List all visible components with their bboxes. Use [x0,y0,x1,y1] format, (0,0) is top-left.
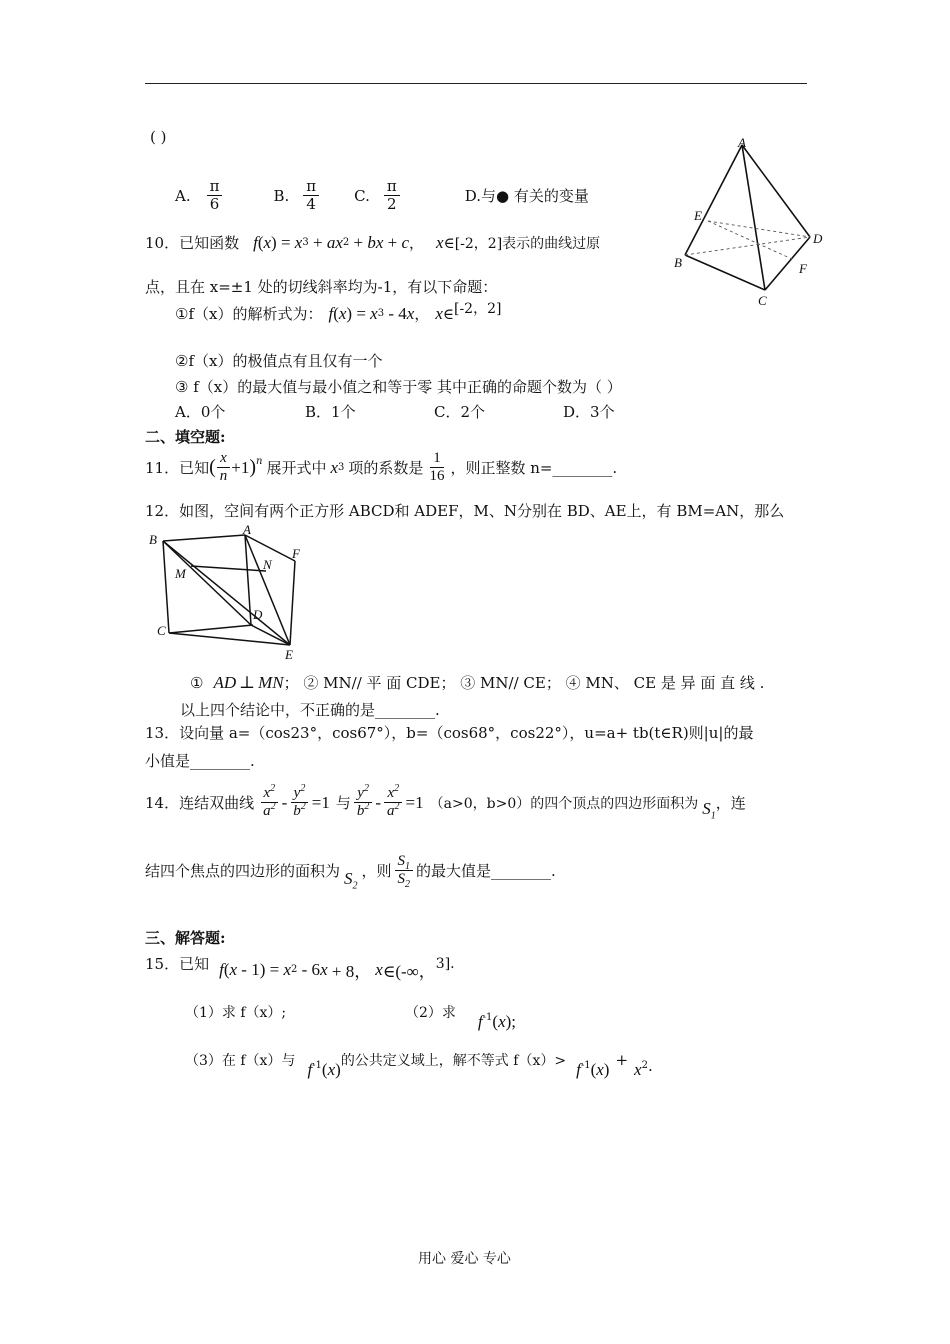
q10-line1: 10．已知函数 f ( x ) = x 3 + ax 2 + bx + c ， x ∈ [-2，2]表示的曲线过原 [145,232,601,252]
section-solution-title: 三、解答题: [145,929,226,947]
q9-option-c: C. [354,186,370,205]
q15-part3-intro: （3）在 f（x）与 [185,1053,296,1069]
q14-frac-y2-b2: $\frac{y^2}{b^2}$ [290,785,309,821]
q15-part3: （3）在 f（x）与 f $^{-1}$ ( x ) 的公共定义域上，解不等式 f（x）> f $^{-1}$ ( x ) + x $^2$ . [185,1051,653,1079]
fig1-label-b: B [674,255,682,270]
q10-function-expr: f [253,232,258,252]
q10-option-c: C．2个 [434,403,486,421]
q14-conditions: （a>0，b>0）的四个顶点的四边形面积为 [429,795,699,812]
fig1-label-e: E [694,208,702,223]
page-footer: 用心 爱心 专心 [418,1251,511,1267]
fig2-label-c: C [157,623,166,638]
edge-ac [742,145,765,290]
q15-part2-text: （2）求 [405,1005,456,1021]
fig1-label-c: C [758,293,767,308]
q14-frac-x2-a2: $\frac{x^2}{a^2}$ [260,785,279,821]
fig2-label-m: M [175,566,186,581]
q10-comma: ， [409,234,425,252]
q15-part3-mid: 的公共定义域上，解不等式 f（x）> [340,1053,567,1069]
q15-inverse-expr: f [477,1012,483,1031]
q13-line1: 13．设向量 a=（cos23°，cos67°），b=（cos68°，cos22°），u=a+ tb(t∈R)则|u|的最 [145,724,754,742]
q9-options [175,178,589,214]
q9-frac-c: $\frac{\pi}{2}$ [384,178,400,214]
q10-intro: 10．已知函数 [145,234,240,252]
q14-s1: $S_1$ [702,798,716,822]
q10-option-a: A．0个 [175,403,226,421]
q10-p1-expr: f [328,303,334,323]
q14-line2-tail: 的最大值是________. [416,862,556,881]
q15-line1: 15．已知 f ( x - 1) = x $^2$ - 6 x + 8， x ∈(-∞， 3]. [145,955,455,981]
fig1-label-a: A [738,135,746,150]
fig2-label-f: F [292,546,300,561]
section-fill-in-title: 二、填空题: [145,428,226,446]
fig2-label-b: B [149,532,157,547]
q11-mid2: 项的系数是 [348,459,424,478]
q11-intro: 11．已知 [145,459,210,478]
q11-tail: ，则正整数 n=________. [450,459,618,478]
q15-domain-tail: 3]. [435,955,455,972]
edge-bd-hidden [685,237,810,255]
q14-then: ，则 [361,862,392,881]
q14-line2-text: 结四个焦点的四边形的面积为 [145,862,341,881]
q12-question: 以上四个结论中，不正确的是________. [180,701,440,719]
fig2-label-d: D [253,607,263,622]
q14-ratio-frac: $\frac{S_1}{S_2}$ [395,853,414,889]
header-rule [145,83,807,84]
q9-option-a: A. [175,186,191,205]
q13-line2: 小值是________. [145,752,255,770]
q14-tail: ，连 [715,794,746,813]
q15-intro: 15．已知 [145,955,210,973]
q10-p1-domain: [-2，2] [453,300,502,317]
q11-frac-x-n: $\frac{x}{n}$ [217,450,231,486]
edge-bc [685,255,765,290]
q10-proposition-2: ②f（x）的极值点有且仅有一个 [175,352,383,370]
q14-s2: $S_2$ [344,868,358,892]
edge-ab [685,145,742,255]
q15-part3-plus: + [615,1051,629,1069]
q9-option-b: B. [273,186,290,205]
q15-part2: （2）求 f $^{-1}$ ( x ); [405,1002,516,1022]
fig2-label-a: A [243,523,251,537]
squares-figure [145,523,310,663]
q10-domain-text: [-2，2]表示的曲线过原 [454,235,601,252]
q10-proposition-3: ③ f（x）的最大值与最小值之和等于零 其中正确的命题个数为（ ） [175,378,622,396]
edge-ad [742,145,810,237]
q12-statement-1: AD [213,672,237,692]
fig2-label-n: N [263,557,272,572]
q10-line2: 点，且在 x=±1 处的切线斜率均为-1，有以下命题： [145,278,498,296]
q10-p1-text: ①f（x）的解析式为： [175,305,323,323]
q11-mid: 展开式中 [266,459,327,478]
q15-part1: （1）求 f（x）; [185,1005,287,1021]
q9-frac-a: $\frac{\pi}{6}$ [207,178,223,214]
q12-statements-text: ； ② MN// 平 面 CDE； ③ MN// CE； ④ MN、 CE 是 异 面 直 线 . [283,674,765,692]
q14-line1: 14．连结双曲线 $\frac{x^2}{a^2}$ - $\frac{y^2}{b^2}$ =1 与 $\frac{y^2}{b^2}$ - $\frac{x^2}{a^2}$ =1 （a>0，b>0）的四个顶点的四边形面积为 $S_1$ ，连 [145,783,746,822]
tetrahedron-figure [670,135,830,310]
fig1-label-d: D [813,231,823,246]
q14-frac-x2-a2-b: $\frac{x^2}{a^2}$ [384,785,403,821]
segment-ed-hidden [708,221,810,237]
q14-intro: 14．连结双曲线 [145,794,255,813]
q9-answer-paren: ( ) [150,128,167,146]
q14-and: 与 [335,794,351,813]
q10-option-d: D．3个 [563,403,615,421]
fig1-label-f: F [799,261,807,276]
fig2-label-e: E [285,647,293,662]
q9-frac-b: $\frac{\pi}{4}$ [303,178,319,214]
q9-option-d: D.与● 有关的变量 [464,187,589,206]
q10-domain-var: x [436,232,444,252]
q15-function-expr: f [219,959,224,979]
segment-ef-hidden [708,221,792,259]
q12-statements: ① AD ⊥ MN ； ② MN// 平 面 CDE； ③ MN// CE； ④ MN、 CE 是 异 面 直 线 . [190,672,765,692]
q10-option-b: B．1个 [305,403,356,421]
q12-line1: 12．如图，空间有两个正方形 ABCD和 ADEF，M、N分别在 BD、AE上，有 BM=AN，那么 [145,502,785,520]
q10-proposition-1: ①f（x）的解析式为： f ( x ) = x 3 - 4 x ， x ∈ [-2，2] [175,303,501,324]
q14-line2 [145,853,556,892]
q14-frac-y2-b2-b: $\frac{y^2}{b^2}$ [354,785,373,821]
q11-line: 11．已知 ( $\frac{x}{n}$ +1 ) $^n$ 展开式中 x 3 项的系数是 $\frac{1}{16}$ ，则正整数 n=________. [145,450,618,485]
q11-coefficient-frac: $\frac{1}{16}$ [429,450,445,485]
